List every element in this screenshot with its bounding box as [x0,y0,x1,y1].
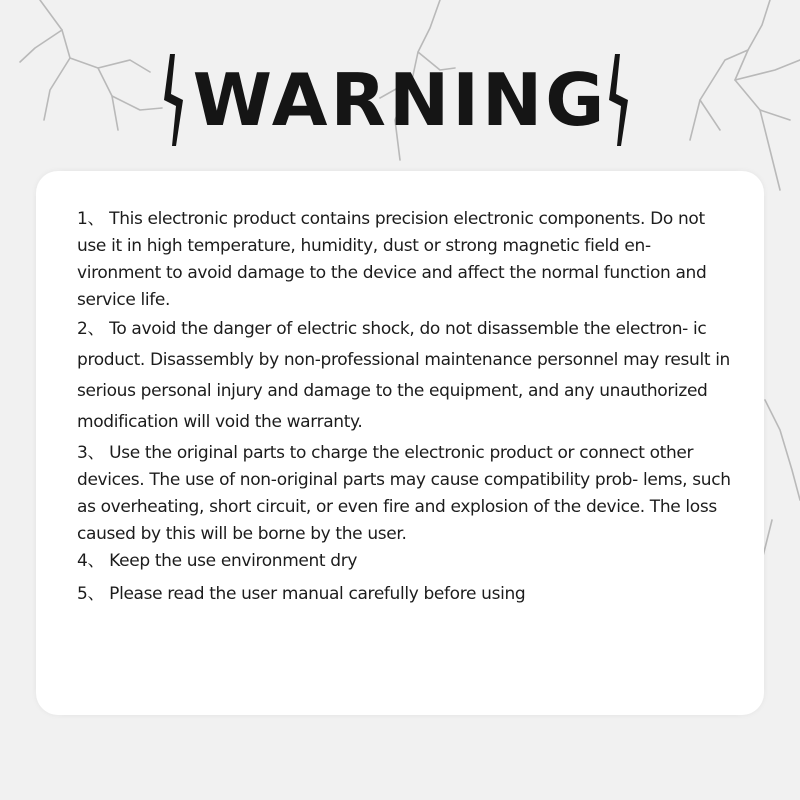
list-item: 1、 This electronic product contains precision electronic components. Do not use it in high temperature, humidity, dust or strong magnetic field en- vironment to avoid damage to the device and affect the normal function and service life. [77,209,707,310]
list-item: 4、 Keep the use environment dry [77,551,358,571]
page-title: WARNING [192,58,608,142]
warning-card [36,171,764,715]
warning-header [0,50,800,150]
list-item: 2、 To avoid the danger of electric shock, do not disassemble the electron- ic product. Disassembly by non-professional maintenance personnel may result in serious personal injury and damage to the equipment, and any unauthorized modification will void the warranty. [77,319,730,432]
list-item: 3、 Use the original parts to charge the electronic product or connect other devices. The use of non-original parts may cause compatibility prob- lems, such as overheating, short circuit, or even fire and explosion of the device. The loss caused by this will be borne by the user. [77,443,731,544]
warning-list [77,206,733,608]
list-item: 5、 Please read the user manual carefully before using [77,584,526,604]
lightning-bolt-icon [607,54,631,146]
